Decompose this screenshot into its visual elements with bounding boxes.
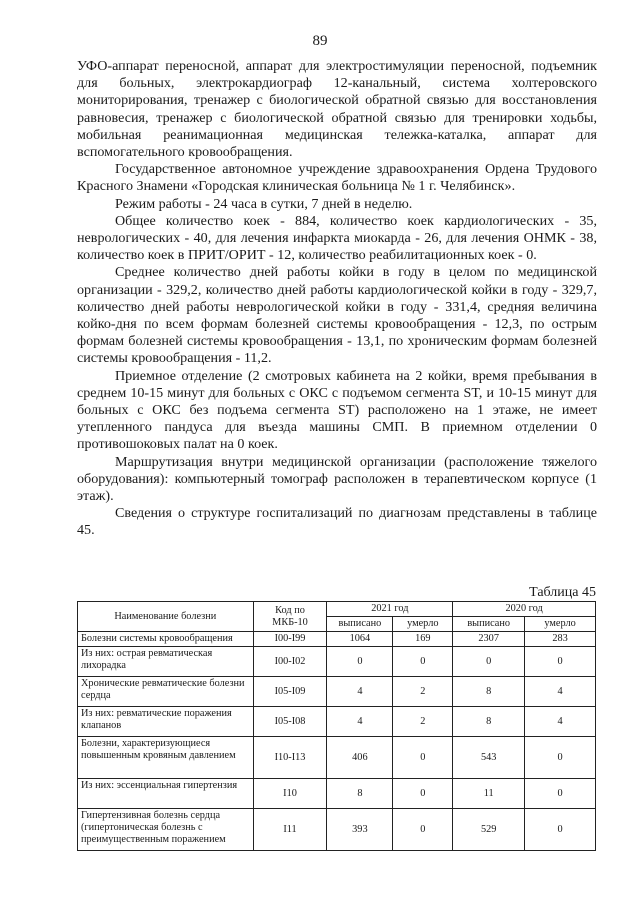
table-row	[78, 647, 596, 677]
paragraph: УФО-аппарат переносной, аппарат для электростимуляции переносной, подъемник для больных, электрокардиограф 12-канальный, система холтеровского мониторирования, тренажер с биологической обратной связью для восстановления равновесия, тренажер с биологической обратной связью для тренировки ходьбы, мобильная реанимационная медицинская тележка-каталка, аппарат для вспомогательного кровообращения.	[77, 58, 597, 161]
icd-code: I10	[253, 779, 327, 809]
table-row	[78, 809, 596, 851]
disease-name: Из них: острая ревматическая лихорадка	[78, 647, 254, 677]
died-2020: 0	[525, 647, 596, 677]
icd-code: I10-I13	[253, 737, 327, 779]
icd-code: I00-I99	[253, 632, 327, 647]
header-died: умерло	[525, 617, 596, 632]
discharged-2021: 4	[327, 707, 393, 737]
icd-code: I05-I08	[253, 707, 327, 737]
discharged-2021: 1064	[327, 632, 393, 647]
discharged-2020: 8	[453, 677, 525, 707]
header-disease: Наименование болезни	[78, 602, 254, 632]
disease-name: Из них: эссенциальная гипертензия	[78, 779, 254, 809]
table-caption: Таблица 45	[529, 585, 596, 600]
header-discharged: выписано	[453, 617, 525, 632]
paragraph: Режим работы - 24 часа в сутки, 7 дней в неделю.	[115, 195, 413, 212]
died-2021: 0	[393, 809, 453, 851]
icd-code: I00-I02	[253, 647, 327, 677]
table-row	[78, 677, 596, 707]
discharged-2020: 2307	[453, 632, 525, 647]
discharged-2020: 8	[453, 707, 525, 737]
header-year-2020: 2020 год	[453, 602, 596, 617]
table-row	[78, 707, 596, 737]
died-2021: 0	[393, 647, 453, 677]
header-year-2021: 2021 год	[327, 602, 453, 617]
died-2021: 2	[393, 677, 453, 707]
died-2020: 0	[525, 737, 596, 779]
header-code: Код по МКБ-10	[253, 602, 327, 632]
header-discharged: выписано	[327, 617, 393, 632]
paragraph: Сведения о структуре госпитализаций по диагнозам представлены в таблице 45.	[77, 505, 597, 539]
died-2020: 0	[525, 809, 596, 851]
table-row	[78, 632, 596, 647]
paragraph: Маршрутизация внутри медицинской организации (расположение тяжелого оборудования): компьютерный томограф расположен в терапевтическом корпусе (1 этаж).	[77, 453, 597, 505]
discharged-2020: 529	[453, 809, 525, 851]
discharged-2021: 0	[327, 647, 393, 677]
paragraph: Государственное автономное учреждение здравоохранения Ордена Трудового Красного Знамени «Городская клиническая больница № 1 г. Челябинск».	[77, 161, 597, 195]
died-2020: 4	[525, 677, 596, 707]
table-row	[78, 779, 596, 809]
discharged-2021: 393	[327, 809, 393, 851]
disease-name: Болезни системы кровообращения	[78, 632, 254, 647]
table-row	[78, 737, 596, 779]
disease-name: Гипертензивная болезнь сердца (гипертоническая болезнь с преимущественным поражением	[78, 809, 254, 851]
discharged-2021: 406	[327, 737, 393, 779]
discharged-2021: 4	[327, 677, 393, 707]
icd-code: I05-I09	[253, 677, 327, 707]
paragraph: Приемное отделение (2 смотровых кабинета на 2 койки, время пребывания в среднем 10-15 минут для больных с ОКС с подъемом сегмента ST, и 10-15 минут для больных с ОКС без подъема сегмента ST) расположено на 1 этаже, не имеет утепленного пандуса для въезда машины СМП. В приемном отделении 0 противошоковых палат на 0 коек.	[77, 367, 597, 453]
died-2021: 2	[393, 707, 453, 737]
paragraph: Общее количество коек - 884, количество коек кардиологических - 35, неврологических - 40, для лечения инфаркта миокарда - 26, для лечения ОНМК - 38, количество коек в ПРИТ/ОРИТ - 12, количество реабилитационных коек - 0.	[77, 212, 597, 264]
paragraph: Среднее количество дней работы койки в году в целом по медицинской организации - 329,2, количество дней работы кардиологической койки в году - 329,7, количество дней работы неврологической койки в году - 331,4, средняя величина койко-дня по всем формам болезней системы кровообращения - 12,3, по острым формам болезней системы кровообращения - 13,1, по хроническим формам болезней системы кровообращения - 11,2.	[77, 264, 597, 367]
disease-name: Из них: ревматические поражения клапанов	[78, 707, 254, 737]
died-2021: 169	[393, 632, 453, 647]
disease-name: Хронические ревматические болезни сердца	[78, 677, 254, 707]
body-text	[77, 58, 597, 540]
page-number: 89	[312, 33, 328, 49]
hospitalization-table	[77, 601, 596, 851]
discharged-2020: 0	[453, 647, 525, 677]
discharged-2020: 543	[453, 737, 525, 779]
died-2021: 0	[393, 779, 453, 809]
icd-code: I11	[253, 809, 327, 851]
died-2021: 0	[393, 737, 453, 779]
died-2020: 4	[525, 707, 596, 737]
died-2020: 0	[525, 779, 596, 809]
disease-name: Болезни, характеризующиеся повышенным кровяным давлением	[78, 737, 254, 779]
died-2020: 283	[525, 632, 596, 647]
discharged-2020: 11	[453, 779, 525, 809]
discharged-2021: 8	[327, 779, 393, 809]
header-died: умерло	[393, 617, 453, 632]
